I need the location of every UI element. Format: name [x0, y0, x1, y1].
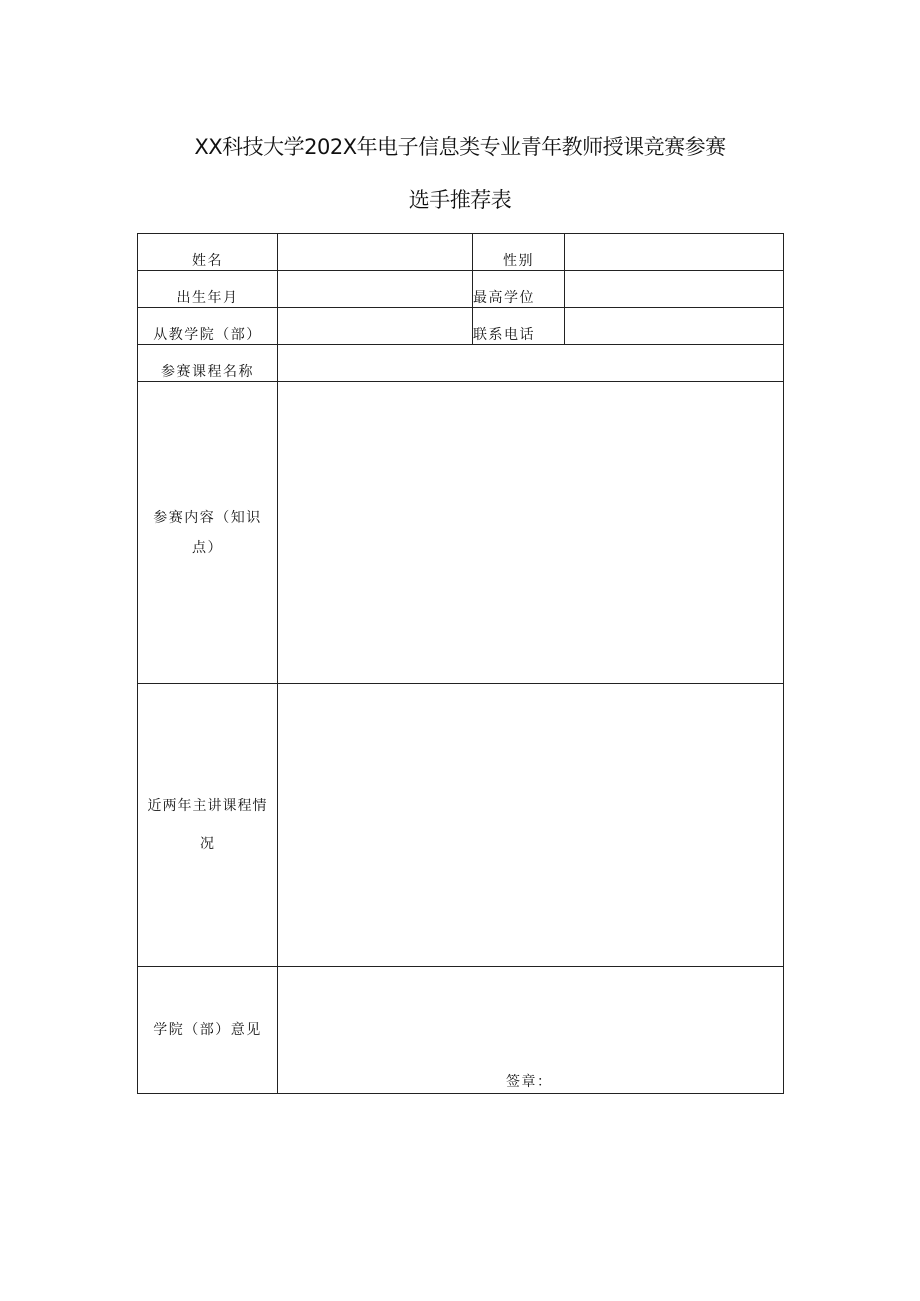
phone-field[interactable]: [565, 308, 784, 345]
phone-label: 联系电话: [473, 308, 565, 345]
content-label: [138, 382, 278, 684]
degree-field[interactable]: [565, 271, 784, 308]
row-content: [138, 382, 784, 684]
opinion-field[interactable]: [278, 967, 784, 1094]
course-name-field[interactable]: [278, 345, 784, 382]
college-field[interactable]: [278, 308, 473, 345]
college-label: 从教学院（部）: [138, 308, 278, 345]
row-college-phone: [138, 308, 784, 345]
courses-label-line1: 近两年主讲课程情: [147, 798, 268, 814]
row-courses: [138, 684, 784, 967]
name-label: 姓名: [138, 234, 278, 271]
signature-label: 签章：: [506, 1074, 553, 1090]
content-field[interactable]: [278, 382, 784, 684]
form-title-line1: XX科技大学202X年电子信息类专业青年教师授课竞赛参赛: [194, 135, 726, 159]
degree-label: 最高学位: [473, 271, 565, 308]
opinion-label: 学院（部）意见: [138, 967, 278, 1094]
form-title-line2: 选手推荐表: [408, 188, 512, 212]
name-field[interactable]: [278, 234, 473, 271]
row-birth-degree: [138, 271, 784, 308]
gender-field[interactable]: [565, 234, 784, 271]
courses-label: [138, 684, 278, 967]
birth-label: 出生年月: [138, 271, 278, 308]
course-name-label: 参赛课程名称: [138, 345, 278, 382]
recommendation-form-table: [137, 233, 784, 1094]
row-course-name: [138, 345, 784, 382]
courses-label-line2: 况: [200, 836, 215, 852]
row-name-gender: [138, 234, 784, 271]
content-label-line1: 参赛内容（知识: [153, 509, 262, 526]
gender-label: 性别: [473, 234, 565, 271]
row-opinion: [138, 967, 784, 1094]
content-label-line2: 点）: [192, 539, 223, 556]
courses-field[interactable]: [278, 684, 784, 967]
birth-field[interactable]: [278, 271, 473, 308]
